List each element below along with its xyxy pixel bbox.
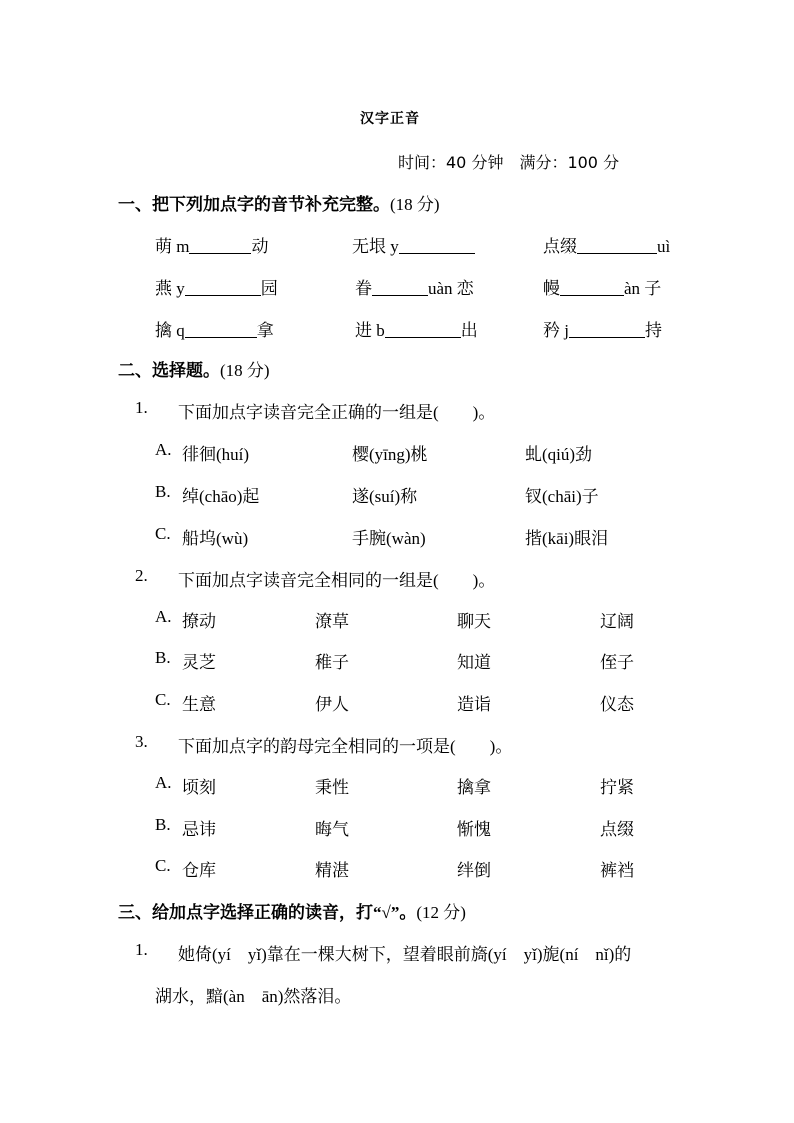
option-item: 绰(chāo)起 — [182, 487, 260, 506]
option-item: 绊倒 — [457, 861, 491, 880]
section-2-heading — [118, 356, 270, 381]
option-item: 点缀 — [600, 820, 634, 839]
page-title: 汉字正音 — [360, 112, 420, 127]
option-item: 撩动 — [182, 612, 216, 631]
section-3-title: 三、给加点字选择正确的读音，打“√”。 — [118, 903, 417, 922]
fill-item: 擒 q 拿 — [155, 321, 274, 340]
option-item: 钗(chāi)子 — [525, 487, 599, 506]
option-letter-b[interactable]: B. — [155, 482, 171, 501]
option-item: 聊天 — [457, 612, 491, 631]
option-item: 惭愧 — [457, 820, 491, 839]
option-item: 樱(yīng)桃 — [352, 445, 428, 464]
option-item: 造诣 — [457, 695, 491, 714]
fill-item: 点缀 uì — [543, 237, 671, 256]
answer-blank[interactable] — [385, 320, 461, 338]
option-item: 灵芝 — [182, 653, 216, 672]
question-text: 下面加点字读音完全正确的一组是( )。 — [178, 403, 496, 422]
fill-item: 眷 uàn 恋 — [355, 279, 474, 298]
option-item: 拧紧 — [600, 778, 634, 797]
question-number: 1. — [135, 940, 148, 959]
option-item: 精湛 — [315, 861, 349, 880]
option-item: 揩(kāi)眼泪 — [525, 529, 609, 548]
option-item: 遂(suí)称 — [352, 487, 418, 506]
option-item: 秉性 — [315, 778, 349, 797]
answer-blank[interactable] — [185, 278, 261, 296]
question-number: 2. — [135, 566, 148, 585]
fill-item: 幔 àn 子 — [543, 279, 662, 298]
option-letter-a[interactable]: A. — [155, 607, 172, 626]
fill-item: 燕 y 园 — [155, 279, 278, 298]
answer-blank[interactable] — [372, 278, 428, 296]
question-text-line: 她倚(yí yǐ)靠在一棵大树下，望着眼前旖(yí yǐ)旎(ní nǐ)的 — [178, 945, 632, 964]
option-letter-c[interactable]: C. — [155, 524, 171, 543]
option-item: 晦气 — [315, 820, 349, 839]
fill-item: 萌 m 动 — [155, 237, 269, 256]
option-item: 顷刻 — [182, 778, 216, 797]
section-1-title: 一、把下列加点字的音节补充完整。 — [118, 195, 390, 214]
option-letter-c[interactable]: C. — [155, 856, 171, 875]
option-item: 仪态 — [600, 695, 634, 714]
answer-blank[interactable] — [569, 320, 645, 338]
option-item: 稚子 — [315, 653, 349, 672]
option-letter-a[interactable]: A. — [155, 440, 172, 459]
option-letter-c[interactable]: C. — [155, 690, 171, 709]
option-item: 船坞(wù) — [182, 529, 249, 548]
answer-blank[interactable] — [189, 236, 251, 254]
option-letter-b[interactable]: B. — [155, 815, 171, 834]
section-3-score: (12 分) — [416, 903, 466, 922]
option-item: 潦草 — [315, 612, 349, 631]
section-1-score: (18 分) — [390, 195, 440, 214]
answer-blank[interactable] — [399, 236, 475, 254]
question-number: 1. — [135, 398, 148, 417]
option-item: 裤裆 — [600, 861, 634, 880]
answer-blank[interactable] — [577, 236, 657, 254]
answer-blank[interactable] — [560, 278, 624, 296]
option-item: 虬(qiú)劲 — [525, 445, 593, 464]
time-score-info: 时间：40 分钟 满分：100 分 — [398, 153, 620, 172]
option-item: 忌讳 — [182, 820, 216, 839]
section-1-heading — [118, 190, 440, 215]
option-item: 伊人 — [315, 695, 349, 714]
option-item: 仓库 — [182, 861, 216, 880]
question-text-line: 湖水，黯(àn ān)然落泪。 — [155, 987, 352, 1006]
section-2-score: (18 分) — [220, 361, 270, 380]
answer-blank[interactable] — [185, 320, 257, 338]
section-2-title: 二、选择题。 — [118, 361, 220, 380]
option-letter-a[interactable]: A. — [155, 773, 172, 792]
option-item: 徘徊(huí) — [182, 445, 250, 464]
option-item: 擒拿 — [457, 778, 491, 797]
option-letter-b[interactable]: B. — [155, 648, 171, 667]
option-item: 生意 — [182, 695, 216, 714]
section-3-heading — [118, 898, 466, 923]
fill-item: 矜 j 持 — [543, 321, 662, 340]
question-text: 下面加点字的韵母完全相同的一项是( )。 — [178, 737, 513, 756]
question-number: 3. — [135, 732, 148, 751]
option-item: 侄子 — [600, 653, 634, 672]
option-item: 知道 — [457, 653, 491, 672]
fill-item: 无垠 y — [352, 232, 475, 257]
option-item: 辽阔 — [600, 612, 634, 631]
fill-item: 进 b 出 — [355, 321, 478, 340]
question-text: 下面加点字读音完全相同的一组是( )。 — [178, 571, 496, 590]
option-item: 手腕(wàn) — [352, 529, 426, 548]
